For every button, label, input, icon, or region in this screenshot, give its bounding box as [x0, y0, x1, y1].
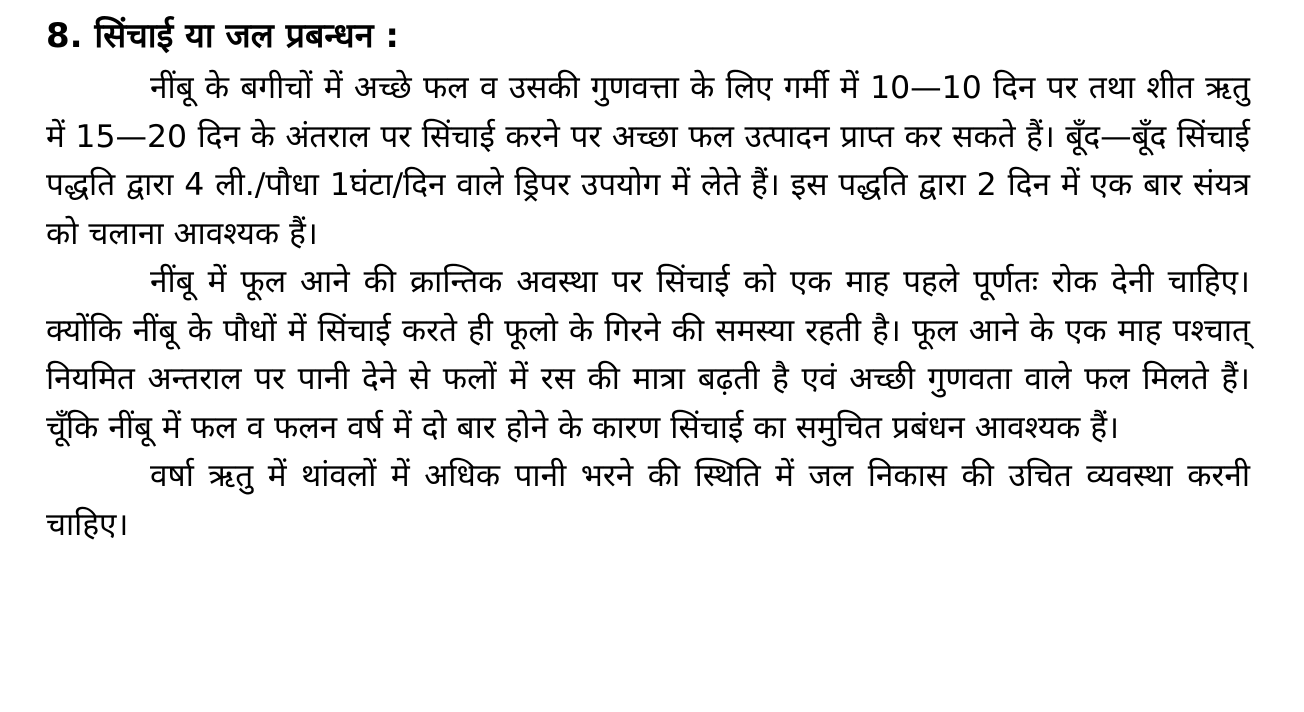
- document-page: [46, 8, 1250, 549]
- section-heading: 8. सिंचाई या जल प्रबन्धन :: [46, 16, 399, 56]
- paragraph-irrigation-schedule: नींबू के बगीचों में अच्छे फल व उसकी गुणवत्ता के लिए गर्मी में 10—10 दिन पर तथा शीत ऋतु में 15—20 दिन के अंतराल पर सिंचाई करने पर अच्छा फल उत्पादन प्राप्त कर सकते हैं। बूँद—बूँद सिंचाई पद्धति द्वारा 4 ली./पौधा 1घंटा/दिन वाले ड्रिपर उपयोग में लेते हैं। इस पद्धति द्वारा 2 दिन में एक बार संयत्र को चलाना आवश्यक हैं।: [46, 70, 1250, 252]
- paragraph-flowering-irrigation: नींबू में फूल आने की क्रान्तिक अवस्था पर सिंचाई को एक माह पहले पूर्णतः रोक देनी चाहिए। क्योंकि नींबू के पौधों में सिंचाई करते ही फूलो के गिरने की समस्या रहती है। फूल आने के एक माह पश्चात् नियमित अन्तराल पर पानी देने से फलों में रस की मात्रा बढ़ती है एवं अच्छी गुणवता वाले फल मिलते हैं। चूँकि नींबू में फल व फलन वर्ष में दो बार होने के कारण सिंचाई का समुचित प्रबंधन आवश्यक हैं।: [46, 264, 1250, 446]
- paragraph-drainage: वर्षा ऋतु में थांवलों में अधिक पानी भरने की स्थिति में जल निकास की उचित व्यवस्था करनी चाहिए।: [46, 458, 1250, 543]
